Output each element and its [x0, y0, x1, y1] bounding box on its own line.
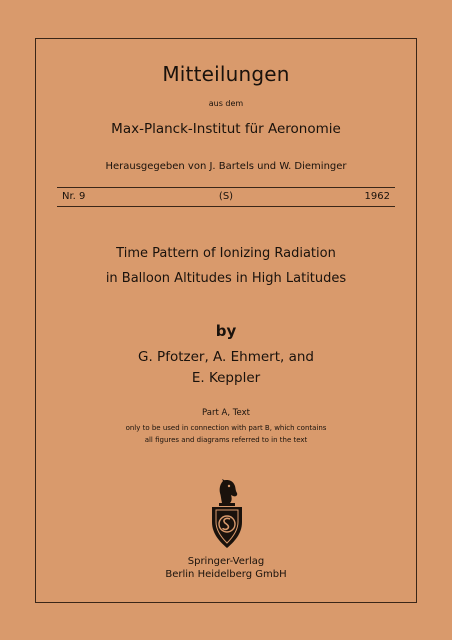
series-title: Mitteilungen — [162, 62, 290, 86]
issue-number: Nr. 9 — [62, 191, 86, 202]
publisher-name: Springer-Verlag — [187, 556, 265, 567]
editors-line: Herausgegeben von J. Bartels und W. Dieminger — [105, 161, 347, 172]
by-label: by — [215, 322, 237, 340]
title-line-1: Time Pattern of Ionizing Radiation — [116, 246, 336, 261]
title-line-2: in Balloon Altitudes in High Latitudes — [105, 271, 347, 286]
publisher-logo-knight-icon — [208, 478, 246, 550]
authors-line-2: E. Keppler — [191, 370, 261, 386]
institute-name: Max-Planck-Institut für Aeronomie — [111, 121, 341, 137]
publisher-location: Berlin Heidelberg GmbH — [165, 569, 287, 580]
bottom-rule — [57, 206, 395, 207]
usage-note-line-2: all figures and diagrams referred to in the text — [144, 436, 308, 444]
series-subtitle: aus dem — [208, 99, 244, 108]
authors-line-1: G. Pfotzer, A. Ehmert, and — [138, 349, 314, 365]
top-rule — [57, 187, 395, 188]
issue-year: 1962 — [364, 191, 390, 202]
issue-line — [62, 191, 390, 204]
issue-section: (S) — [218, 191, 234, 202]
usage-note-line-1: only to be used in connection with part B, which contains — [125, 424, 327, 432]
part-label: Part A, Text — [202, 408, 250, 418]
